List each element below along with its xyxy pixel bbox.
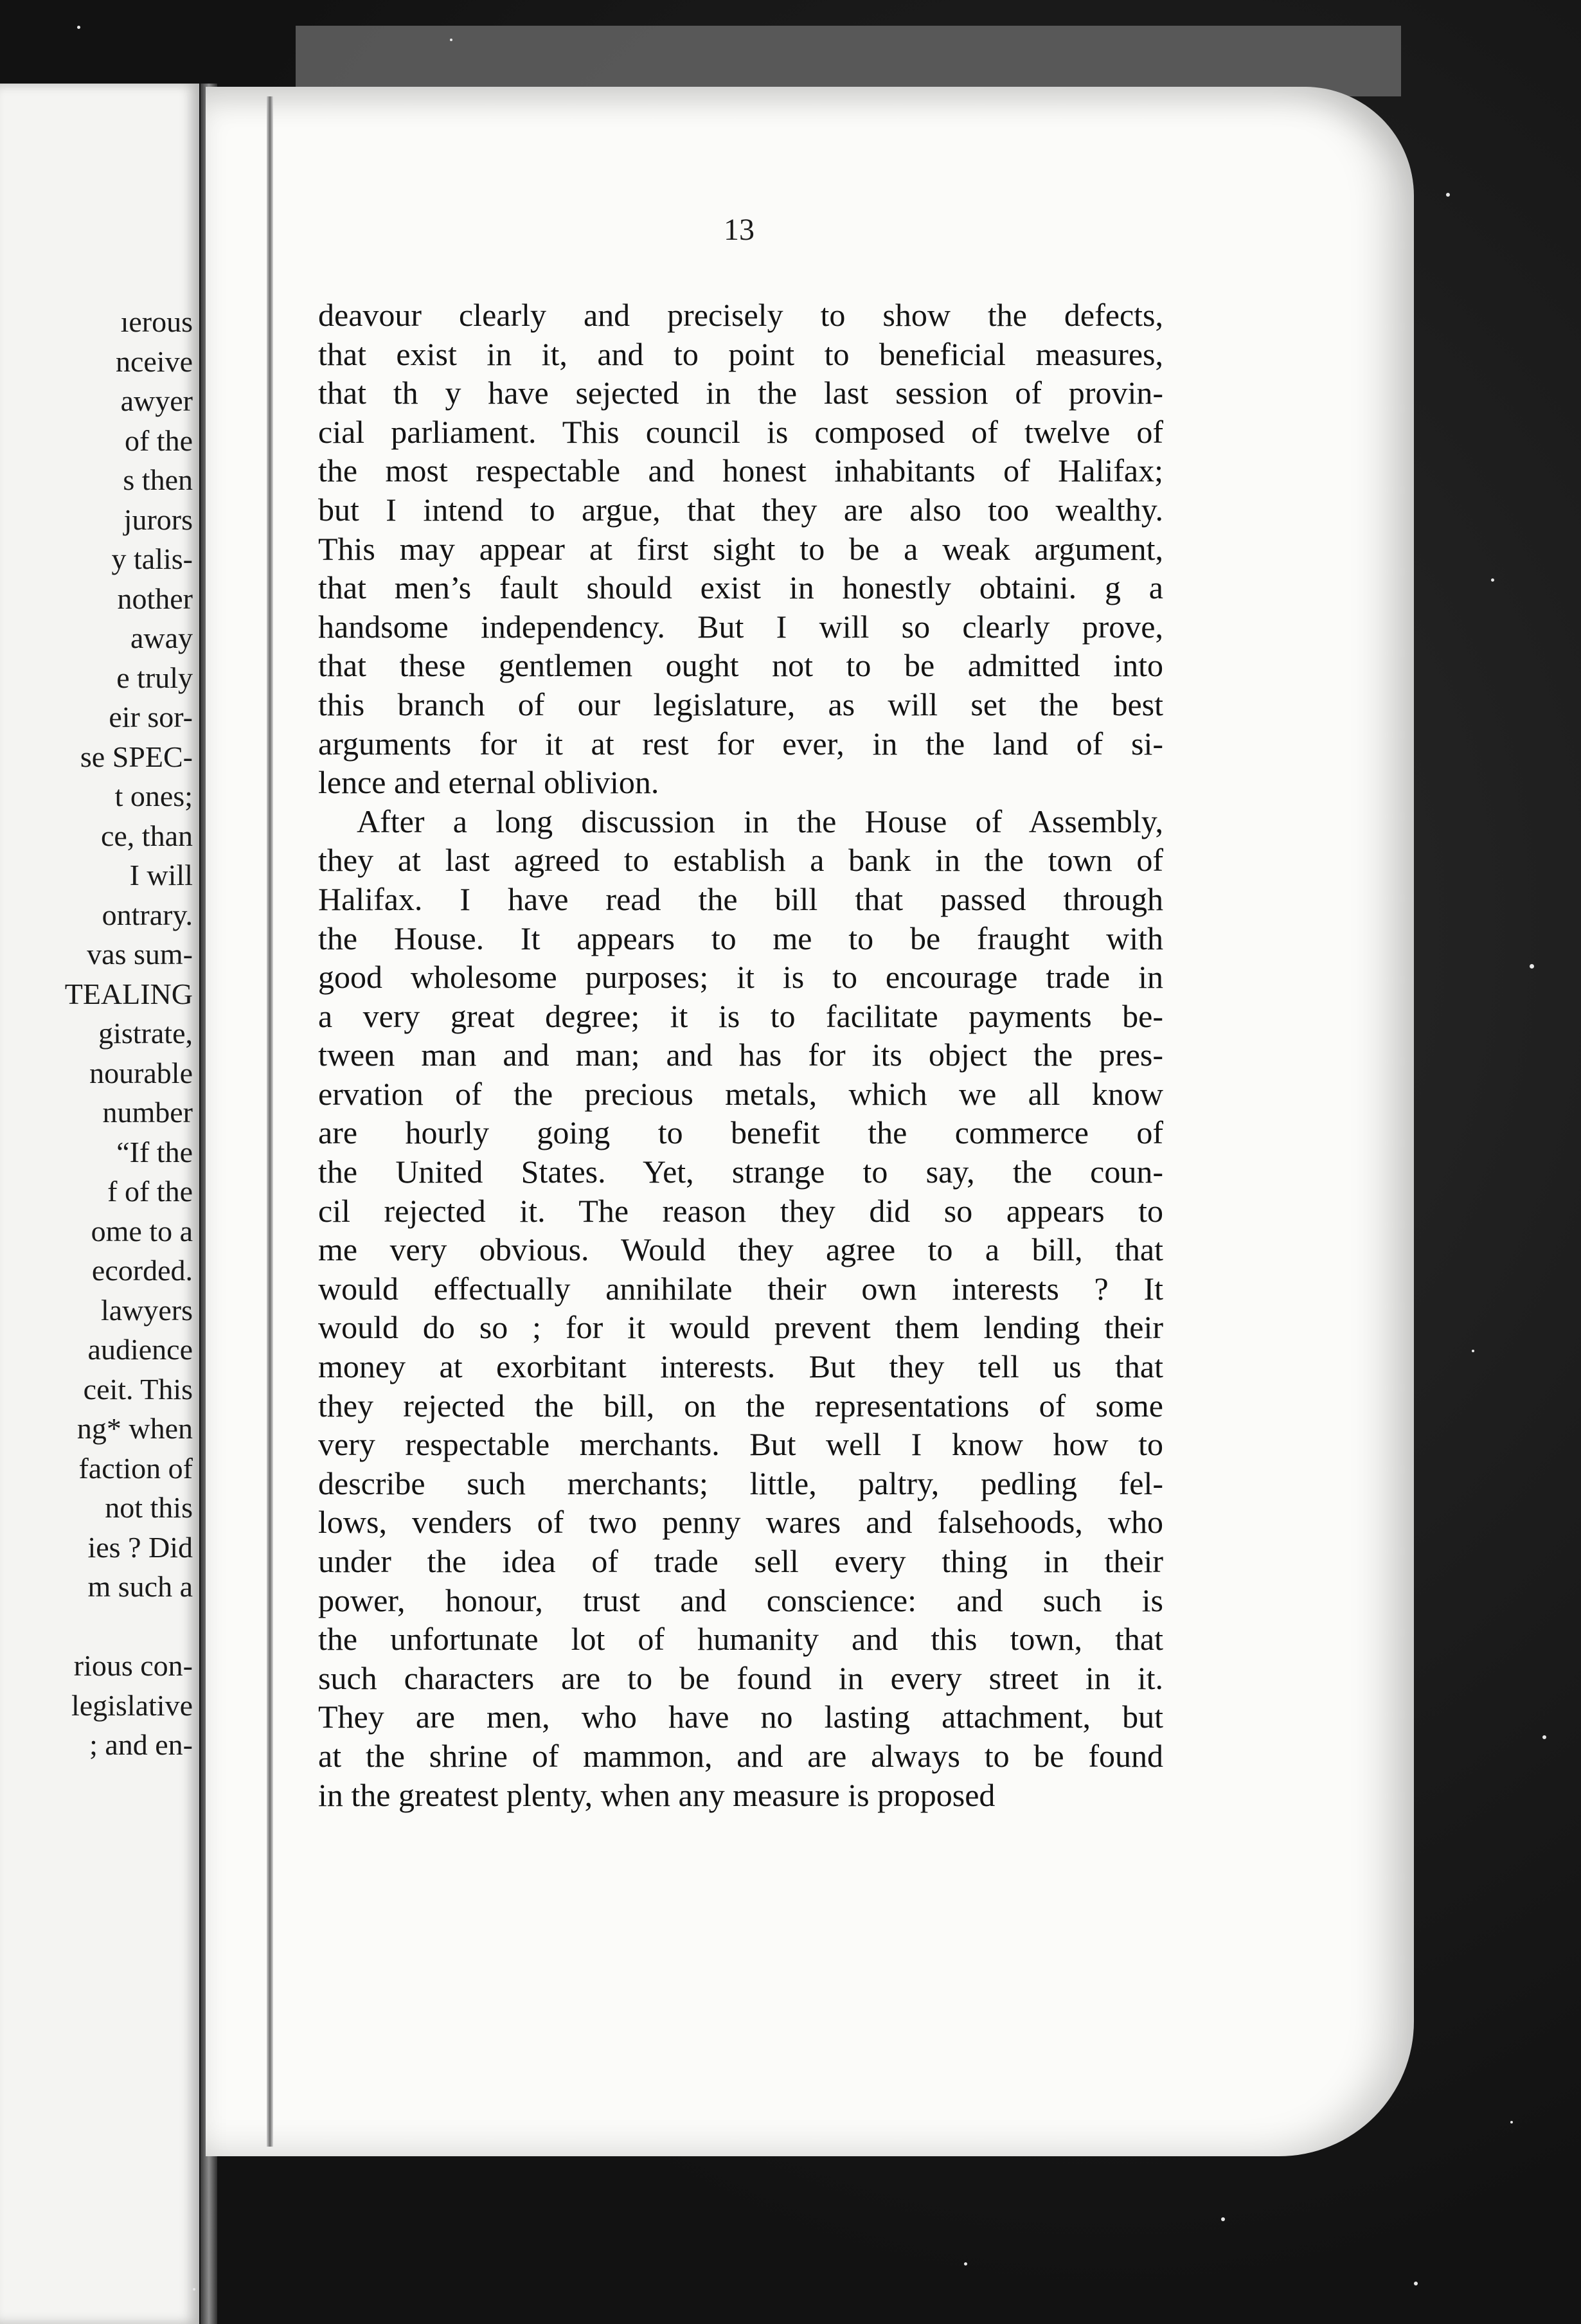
text-line: money at exorbitant interests. But they tell us that [318, 1348, 1163, 1385]
dust-speck [964, 2262, 967, 2266]
text-line: very respectable merchants. But well I know how to [318, 1426, 1163, 1463]
text-line: under the idea of trade sell every thing in their [318, 1543, 1163, 1579]
text-line: describe such merchants; little, paltry, pedling fel- [318, 1465, 1163, 1501]
top-shadow-strip [296, 26, 1401, 96]
left-page-fragment: se SPEC- [80, 740, 193, 773]
left-page-fragment: ontrary. [102, 898, 193, 931]
text-line: they at last agreed to establish a bank in the town of [318, 842, 1163, 879]
dust-speck [1530, 964, 1534, 969]
text-line: cial parliament. This council is composed of twelve of [318, 413, 1163, 450]
left-page-fragment: jurors [123, 503, 193, 536]
text-line: the United States. Yet, strange to say, the coun- [318, 1154, 1163, 1190]
text-line: ervation of the precious metals, which we all know [318, 1075, 1163, 1112]
left-page-fragment: ome to a [91, 1214, 193, 1247]
dust-speck [1542, 1735, 1546, 1739]
left-page-fragment: awyer [120, 384, 193, 417]
left-page-fragment: of the [124, 424, 193, 457]
left-page-fragment: ies ? Did [87, 1530, 193, 1564]
text-line: the most respectable and honest inhabitants of Halifax; [318, 452, 1163, 489]
text-line: cil rejected it. The reason they did so appears to [318, 1192, 1163, 1229]
text-line: such characters are to be found in every street in it. [318, 1659, 1163, 1696]
text-line: deavour clearly and precisely to show the defects, [318, 297, 1163, 333]
left-page-fragment: f of the [107, 1175, 193, 1208]
text-line: are hourly going to benefit the commerce of [318, 1114, 1163, 1151]
text-line: tween man and man; and has for its object the pres- [318, 1037, 1163, 1073]
left-page-fragment: ; and en- [89, 1728, 193, 1761]
text-line: They are men, who have no lasting attachment, but [318, 1699, 1163, 1735]
dust-speck [193, 2288, 195, 2291]
left-page-fragment: not this [105, 1491, 193, 1524]
left-page-fragment: audience [87, 1333, 193, 1366]
left-page-fragment: gistrate, [98, 1017, 193, 1050]
text-line: this branch of our legislature, as will set the best [318, 686, 1163, 722]
text-line: that these gentlemen ought not to be admitted into [318, 647, 1163, 684]
left-page-fragment: I will [129, 859, 193, 891]
dust-speck [1414, 2282, 1418, 2285]
text-line: that exist in it, and to point to beneficial measures, [318, 335, 1163, 372]
left-page-fragment: vas sum- [87, 938, 193, 970]
text-line: After a long discussion in the House of Assembly, [357, 803, 1163, 839]
left-page-fragment: nourable [89, 1056, 193, 1089]
text-line: lence and eternal oblivion. [318, 764, 659, 801]
left-page-fragment [0, 1607, 193, 1647]
text-line: lows, venders of two penny wares and falsehoods, who [318, 1504, 1163, 1541]
text-line: handsome independency. But I will so clearly prove, [318, 608, 1163, 645]
page-body [318, 296, 1163, 1814]
paragraph-2 [318, 802, 1163, 1814]
text-line: they rejected the bill, on the representations of some [318, 1387, 1163, 1424]
left-page-fragment: lawyers [100, 1293, 193, 1327]
text-line: me very obvious. Would they agree to a bill, that [318, 1231, 1163, 1268]
text-line: This may appear at first sight to be a weak argument, [318, 530, 1163, 567]
left-page-fragment: t ones; [114, 780, 193, 812]
left-page-fragment: ng* when [76, 1412, 193, 1445]
left-page-fragment: TEALING [64, 977, 193, 1010]
text-line: that men’s fault should exist in honestly obtaini. g a [318, 569, 1163, 606]
text-line: that th y have sejected in the last session of provin- [318, 375, 1163, 411]
text-line: in the greatest plenty, when any measure is proposed [318, 1776, 996, 1813]
left-page-fragment: legislative [71, 1688, 193, 1722]
left-page-fragment: nceive [115, 344, 193, 378]
left-page-fragment: s then [123, 463, 193, 496]
dust-speck [1221, 2217, 1225, 2221]
left-page-fragment: ce, than [100, 819, 193, 852]
text-line: power, honour, trust and conscience: and such is [318, 1582, 1163, 1618]
left-page-fragment: y talis- [111, 542, 193, 575]
left-page-fragment: nother [117, 582, 193, 615]
left-page-fragment: m such a [87, 1570, 193, 1603]
text-line: but I intend to argue, that they are also too wealthy. [318, 491, 1163, 528]
left-page-text [0, 302, 193, 1765]
dust-speck [1491, 578, 1494, 582]
dust-speck [1510, 2121, 1513, 2123]
text-line: at the shrine of mammon, and are always to be found [318, 1737, 1163, 1774]
text-line: good wholesome purposes; it is to encourage trade in [318, 959, 1163, 996]
left-page-fragment: ecorded. [91, 1254, 193, 1287]
left-page [0, 84, 199, 2324]
text-line: arguments for it at rest for ever, in the land of si- [318, 725, 1163, 762]
text-line: would do so ; for it would prevent them lending their [318, 1309, 1163, 1346]
left-page-fragment: away [130, 621, 193, 654]
page-number: 13 [724, 213, 755, 247]
text-line: Halifax. I have read the bill that passed through [318, 880, 1163, 917]
left-page-fragment: “If the [116, 1135, 193, 1168]
dust-speck [77, 26, 80, 29]
text-line: the House. It appears to me to be fraught with [318, 920, 1163, 956]
left-page-fragment: eir sor- [109, 701, 193, 733]
dust-speck [1472, 1350, 1474, 1352]
dust-speck [1446, 193, 1450, 197]
paragraph-1 [318, 296, 1163, 802]
left-page-fragment: ıerous [120, 305, 193, 338]
text-line: the unfortunate lot of humanity and this town, that [318, 1621, 1163, 1658]
text-line: would effectually annihilate their own interests ? It [318, 1270, 1163, 1307]
left-page-fragment: faction of [78, 1451, 193, 1485]
page-fold [267, 96, 273, 2147]
left-page-fragment: e truly [116, 661, 193, 694]
text-line: a very great degree; it is to facilitate payments be- [318, 997, 1163, 1034]
dust-speck [450, 39, 452, 41]
left-page-fragment: rious con- [73, 1649, 193, 1682]
left-page-fragment: ceit. This [83, 1372, 193, 1406]
left-page-fragment: number [102, 1096, 193, 1129]
